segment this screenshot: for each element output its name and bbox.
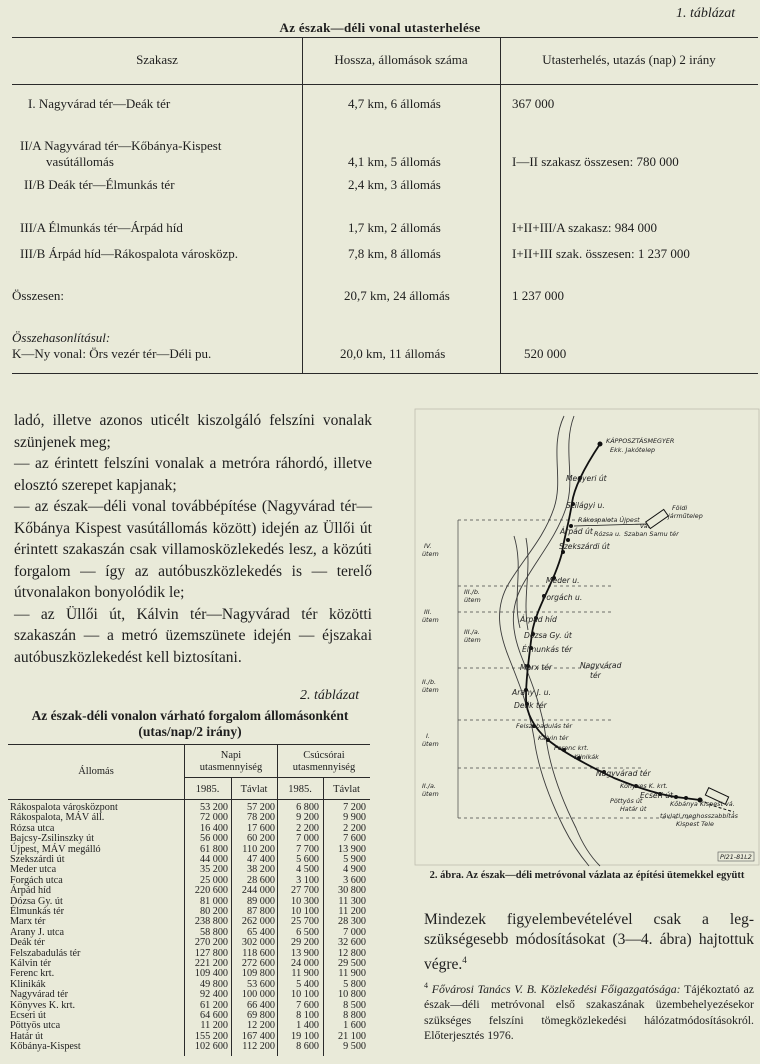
station-label: járműtelep — [668, 512, 703, 520]
station-cell: Deák tér — [10, 937, 45, 949]
section-cell: Összehasonlításul: — [12, 330, 111, 345]
section-cell-cont: vasútállomás — [46, 154, 114, 169]
peak-future-cell: 28 300 — [337, 916, 366, 928]
table1-label: 1. táblázat — [676, 6, 736, 21]
station-label: Árpád híd — [520, 615, 557, 624]
daily-future-cell: 118 600 — [242, 947, 275, 959]
table2-header-rule — [8, 799, 370, 800]
station-cell: Dózsa Gy. út — [10, 895, 63, 907]
length-cell: 2,4 km, 3 állomás — [348, 177, 441, 192]
stage-label: ütem — [422, 550, 439, 558]
peak-future-cell: 4 900 — [343, 864, 366, 876]
peak-1985-cell: 5 600 — [296, 854, 319, 865]
table2-header-daily: Napi utasmennyiség — [199, 750, 263, 773]
daily-1985-cell: 238 800 — [194, 916, 228, 928]
peak-1985-cell: 8 600 — [296, 1041, 319, 1053]
stage-label: ütem — [464, 596, 481, 604]
table1-col-divider-2 — [500, 37, 501, 373]
daily-future-cell: 272 600 — [241, 958, 275, 969]
peak-future-cell: 11 200 — [338, 906, 366, 917]
right-paragraph — [424, 910, 754, 975]
stage-label: III./a. — [464, 628, 480, 636]
station-cell: Kálvin tér — [10, 958, 52, 969]
station-label: Kálvin tér — [538, 734, 569, 742]
load-cell: 1 237 000 — [512, 288, 564, 303]
section-cell: III/B Árpád híd—Rákospalota városközp. — [20, 246, 239, 261]
daily-1985-cell: 80 200 — [199, 906, 228, 917]
table2-subheader: 1985. — [195, 784, 220, 795]
peak-future-cell: 8 800 — [343, 1010, 366, 1021]
station-cell: Szekszárdi út — [10, 854, 65, 865]
daily-future-cell: 69 800 — [246, 1010, 275, 1021]
paragraph: — az érintett felszíni vonalak a metróra ráhordó, illetve elosztó szerepet kapjanak; — [14, 455, 372, 494]
stage-label: ütem — [422, 790, 439, 798]
peak-future-cell: 7 600 — [343, 833, 366, 845]
body-text — [14, 410, 372, 668]
depot-connector — [574, 524, 646, 526]
peak-future-cell: 21 100 — [337, 1030, 366, 1042]
daily-1985-cell: 61 800 — [199, 843, 228, 855]
length-cell: 4,7 km, 6 állomás — [348, 96, 441, 111]
station-cell: Ferenc krt. — [10, 968, 55, 980]
peak-1985-cell: 6 500 — [296, 926, 319, 938]
daily-future-cell: 262 000 — [241, 916, 275, 928]
daily-future-cell: 17 600 — [246, 822, 275, 834]
station-label: Dózsa Gy. út — [524, 631, 572, 640]
daily-1985-cell: 270 200 — [194, 937, 228, 949]
station-cell: Forgách utca — [10, 874, 63, 886]
station-cell: Rózsa utca — [10, 822, 55, 834]
station-cell: Ecseri út — [10, 1010, 46, 1021]
table2-title — [10, 708, 370, 740]
table1-header-load: Utasterhelés, utazás (nap) 2 irány — [542, 52, 716, 67]
load-cell: I+II+III/A szakasz: 984 000 — [512, 220, 657, 235]
daily-1985-cell: 44 000 — [199, 854, 228, 865]
daily-1985-cell: 58 800 — [199, 926, 228, 938]
paragraph: — az Üllői út, Kálvin tér—Nagyvárad tér közötti szakaszán — a metró üzemszünete idején — éjszakai autóbuszközlekedést kell biztosítani. — [14, 605, 372, 666]
peak-1985-cell: 10 100 — [290, 989, 319, 1001]
length-cell: 20,0 km, 11 állomás — [340, 346, 446, 361]
station-label: Rákospalota Újpest — [578, 516, 640, 524]
station-label: Forgách u. — [542, 593, 583, 602]
footnote-title: Fővárosi Tanács V. B. Közlekedési Főigazgatósága: — [431, 981, 681, 996]
station-cell: Újpest, MÁV megálló — [10, 843, 101, 855]
station-label: Nagyvárad tér — [596, 769, 651, 778]
daily-future-cell: 57 200 — [246, 802, 275, 813]
peak-1985-cell: 6 800 — [296, 802, 319, 813]
peak-future-cell: 7 000 — [343, 926, 366, 938]
station-label: Kispest Tele — [676, 820, 714, 828]
stage-label: ütem — [422, 616, 439, 624]
peak-future-cell: 9 500 — [343, 1041, 366, 1053]
stage-label: IV. — [424, 542, 432, 550]
station-label: Szaban Samu tér — [624, 530, 679, 538]
station-cell: Nagyvárad tér — [10, 989, 68, 1001]
station-label: KÁPPOSZTÁSMEGYER — [606, 437, 675, 445]
length-cell: 7,8 km, 8 állomás — [348, 246, 441, 261]
daily-future-cell: 112 200 — [242, 1041, 275, 1053]
station-cell: Könyves K. krt. — [10, 999, 76, 1011]
load-cell: 367 000 — [512, 96, 555, 111]
paragraph: — az észak—déli vonal továbbépítése (Nagyvárad tér—Kőbánya Kispest vasútállomás között) idején az Üllői út érintett szakaszán csak villamosközlekedés lesz, a közúti forgalom — így az autóbuszközlekedés is — terelő útvonalakon bonyolódik le; — [14, 498, 372, 601]
table1-top-rule — [12, 37, 758, 38]
peak-1985-cell: 11 900 — [291, 968, 319, 980]
station-label: Kőbánya Kispest vá. — [670, 800, 735, 808]
stage-labels — [422, 542, 481, 798]
station-cell: Bajcsy-Zsilinszky út — [10, 833, 95, 845]
daily-future-cell: 65 400 — [246, 926, 275, 938]
danube-river — [500, 416, 600, 866]
peak-1985-cell: 19 100 — [290, 1030, 319, 1042]
station-cell: Határ út — [10, 1030, 44, 1042]
daily-future-cell: 60 200 — [246, 833, 275, 845]
stage-label: ütem — [422, 740, 439, 748]
peak-future-cell: 5 900 — [343, 854, 366, 865]
section-cell: II/B Deák tér—Élmunkás tér — [24, 177, 175, 192]
footnote — [424, 978, 754, 1044]
peak-future-cell: 30 800 — [337, 885, 366, 897]
table2-subheader: Távlat — [240, 784, 268, 795]
station-cell: Klinikák — [10, 978, 46, 990]
daily-1985-cell: 72 000 — [199, 812, 228, 824]
daily-1985-cell: 81 000 — [199, 895, 228, 907]
peak-future-cell: 29 500 — [337, 958, 366, 969]
peak-1985-cell: 10 300 — [290, 895, 319, 907]
daily-1985-cell: 25 000 — [199, 874, 228, 886]
peak-future-cell: 9 900 — [343, 812, 366, 824]
stage-label: III./b. — [464, 588, 480, 596]
daily-1985-cell: 61 200 — [199, 999, 228, 1011]
peak-1985-cell: 4 500 — [296, 864, 319, 876]
daily-future-cell: 110 200 — [242, 843, 275, 855]
paragraph: ladó, illetve azonos uticélt kiszolgáló felszíni vonalak szünjenek meg; — [14, 412, 372, 451]
section-cell: Összesen: — [12, 288, 64, 303]
daily-future-cell: 244 000 — [241, 885, 275, 897]
station-cell: Arany J. utca — [10, 926, 65, 938]
peak-1985-cell: 24 000 — [290, 958, 319, 969]
station-label: tér — [590, 671, 601, 680]
station-cell: Rákospalota városközpont — [10, 802, 118, 813]
table1-bottom-rule — [12, 373, 758, 374]
station-cell: Rákospalota, MÁV áll. — [10, 812, 105, 824]
daily-1985-cell: 16 400 — [199, 822, 228, 834]
section-cell-cont: K—Ny vonal: Örs vezér tér—Déli pu. — [12, 346, 212, 361]
station-cell: Pöttyös utca — [10, 1020, 61, 1032]
daily-future-cell: 47 400 — [246, 854, 275, 865]
station-label: Ferenc krt. — [554, 744, 589, 752]
daily-1985-cell: 127 800 — [194, 947, 228, 959]
peak-1985-cell: 2 200 — [296, 822, 319, 834]
station-label: Pöttyös út — [610, 797, 643, 805]
daily-future-cell: 38 200 — [246, 864, 275, 876]
peak-1985-cell: 3 100 — [296, 874, 319, 886]
station-cell: Élmunkás tér — [10, 906, 65, 917]
stage-label: II./a. — [422, 782, 436, 790]
peak-future-cell: 11 300 — [338, 895, 366, 907]
station-label: Klinikák — [574, 753, 599, 761]
stage-label: III. — [424, 608, 432, 616]
peak-future-cell: 32 600 — [337, 937, 366, 949]
station-label: Felszabadulás tér — [516, 722, 573, 730]
daily-1985-cell: 220 600 — [194, 885, 228, 897]
section-cell: I. Nagyvárad tér—Deák tér — [28, 96, 171, 111]
daily-1985-cell: 155 200 — [194, 1030, 228, 1042]
section-cell: III/A Élmunkás tér—Árpád híd — [20, 220, 183, 235]
load-cell: 520 000 — [524, 346, 567, 361]
table2-header-peak: Csúcsórai utasmennyiség — [292, 750, 356, 773]
station-cell: Kőbánya-Kispest — [10, 1041, 81, 1053]
peak-future-cell: 11 900 — [338, 968, 366, 980]
footnote-body: Tájékoztató az észak—déli metróvonal első szakaszának üzembehelyezésekor szükséges felszíni tömegközlekedési hálózatmódosításokról. Előterjesztés 1976. — [424, 981, 754, 1043]
daily-future-cell: 12 200 — [246, 1020, 275, 1032]
table2-top-rule — [8, 744, 370, 745]
stage-label: I. — [426, 732, 430, 740]
station-cell: Felszabadulás tér — [10, 947, 81, 959]
daily-future-cell: 109 800 — [241, 968, 275, 980]
daily-1985-cell: 35 200 — [199, 864, 228, 876]
footnote-ref: 4 — [462, 955, 467, 965]
daily-1985-cell: 221 200 — [194, 958, 228, 969]
station-label: Rózsa u. — [594, 530, 622, 538]
figure-tag: Pl21-81L2 — [720, 853, 752, 861]
right-paragraph-text: Mindezek figyelembevételével csak a legszükségesebb módosításokat (3—4. ábra) hajtottuk végre. — [424, 911, 754, 974]
table2-title-line2: (utas/nap/2 irány) — [138, 724, 242, 739]
daily-future-cell: 53 600 — [246, 978, 275, 990]
stage-label: II./b. — [422, 678, 437, 686]
figure-caption: 2. ábra. Az észak—déli metróvonal vázlata az építési ütemekkel együtt — [429, 870, 745, 881]
table1-col-divider-1 — [302, 37, 303, 373]
peak-future-cell: 12 800 — [337, 947, 366, 959]
stage-boundaries — [458, 520, 694, 818]
station-label: Marx tér — [520, 663, 553, 672]
table2-divider — [323, 777, 324, 1056]
daily-1985-cell: 102 600 — [194, 1041, 228, 1053]
daily-1985-cell: 56 000 — [199, 833, 228, 845]
station-label: Ecseri út — [640, 791, 674, 800]
station-label: Megyeri út — [566, 474, 607, 483]
length-cell: 1,7 km, 2 állomás — [348, 220, 441, 235]
station-label: Meder u. — [546, 576, 580, 585]
daily-future-cell: 302 000 — [241, 937, 275, 949]
station-label: Földi — [672, 504, 688, 512]
daily-1985-cell: 109 400 — [194, 968, 228, 980]
station-label: vá. — [640, 522, 650, 530]
peak-future-cell: 2 200 — [343, 822, 366, 834]
stage-label: ütem — [464, 636, 481, 644]
peak-1985-cell: 10 100 — [290, 906, 319, 917]
length-cell: 20,7 km, 24 állomás — [344, 288, 450, 303]
station-label: Deák tér — [514, 701, 547, 710]
daily-future-cell: 78 200 — [246, 812, 275, 824]
length-cell: 4,1 km, 5 állomás — [348, 154, 441, 169]
station-label: Szilágyi u. — [566, 501, 605, 510]
daily-1985-cell: 64 600 — [199, 1010, 228, 1021]
peak-1985-cell: 29 200 — [290, 937, 319, 949]
peak-future-cell: 5 800 — [343, 978, 366, 990]
station-cell: Marx tér — [10, 916, 46, 928]
table2-subheader: Távlat — [333, 784, 360, 795]
table2-label: 2. táblázat — [300, 688, 360, 703]
peak-future-cell: 8 500 — [343, 999, 366, 1011]
station-cell: Meder utca — [10, 864, 57, 876]
peak-1985-cell: 7 000 — [296, 833, 319, 845]
peak-1985-cell: 13 900 — [290, 947, 319, 959]
station-label: Határ út — [620, 805, 647, 813]
daily-1985-cell: 53 200 — [199, 802, 228, 813]
peak-future-cell: 1 600 — [343, 1020, 366, 1032]
daily-1985-cell: 92 400 — [199, 989, 228, 1001]
station-label: Ekk. Jakótelep — [610, 446, 656, 454]
peak-1985-cell: 7 700 — [296, 843, 319, 855]
table1-header-length: Hossza, állomások száma — [334, 52, 468, 67]
table1-header-rule — [12, 84, 758, 85]
load-cell: I+II+III szak. összesen: 1 237 000 — [512, 246, 690, 261]
table2-divider — [231, 777, 232, 1056]
peak-1985-cell: 9 200 — [296, 812, 319, 824]
station-label: Könyves K. krt. — [620, 782, 668, 790]
daily-future-cell: 89 000 — [246, 895, 275, 907]
peak-future-cell: 3 600 — [343, 874, 366, 886]
table2-subheader: 1985. — [288, 784, 312, 795]
peak-1985-cell: 7 600 — [296, 999, 319, 1011]
daily-future-cell: 167 400 — [241, 1030, 275, 1042]
daily-future-cell: 66 400 — [246, 999, 275, 1011]
peak-1985-cell: 8 100 — [296, 1010, 319, 1021]
station-label: Arany J. u. — [512, 688, 551, 697]
peak-future-cell: 7 200 — [343, 802, 366, 813]
metro-map-figure — [414, 408, 760, 868]
footnote-mark: 4 — [424, 981, 428, 990]
station-label: Élmunkás tér — [522, 645, 573, 654]
daily-future-cell: 28 600 — [246, 874, 275, 886]
peak-future-cell: 10 800 — [337, 989, 366, 1001]
peak-1985-cell: 1 400 — [296, 1020, 319, 1032]
daily-future-cell: 100 000 — [241, 989, 275, 1001]
station-label: Árpád út — [560, 527, 593, 536]
station-label: Szekszárdi út — [559, 542, 610, 551]
station-label: távlati meghosszabbítás — [660, 812, 738, 820]
table2-title-line1: Az észak-déli vonalon várható forgalom állomásonként — [31, 708, 349, 723]
station-cell: Árpád híd — [10, 885, 52, 897]
section-cell: II/A Nagyvárad tér—Kőbánya-Kispest — [20, 138, 222, 153]
daily-future-cell: 87 800 — [246, 906, 275, 917]
table1-title: Az észak—déli vonal utasterhelése — [279, 20, 481, 35]
station-label: Nagyvárad — [580, 661, 622, 670]
daily-1985-cell: 49 800 — [199, 978, 228, 990]
load-cell: I—II szakasz összesen: 780 000 — [512, 154, 679, 169]
peak-future-cell: 13 900 — [337, 843, 366, 855]
peak-1985-cell: 25 700 — [290, 916, 319, 928]
daily-1985-cell: 11 200 — [200, 1020, 228, 1032]
stage-label: ütem — [422, 686, 439, 694]
peak-1985-cell: 5 400 — [296, 978, 319, 990]
table2-header-station: Állomás — [78, 766, 114, 777]
table1-header-section: Szakasz — [136, 52, 178, 67]
peak-1985-cell: 27 700 — [290, 885, 319, 897]
